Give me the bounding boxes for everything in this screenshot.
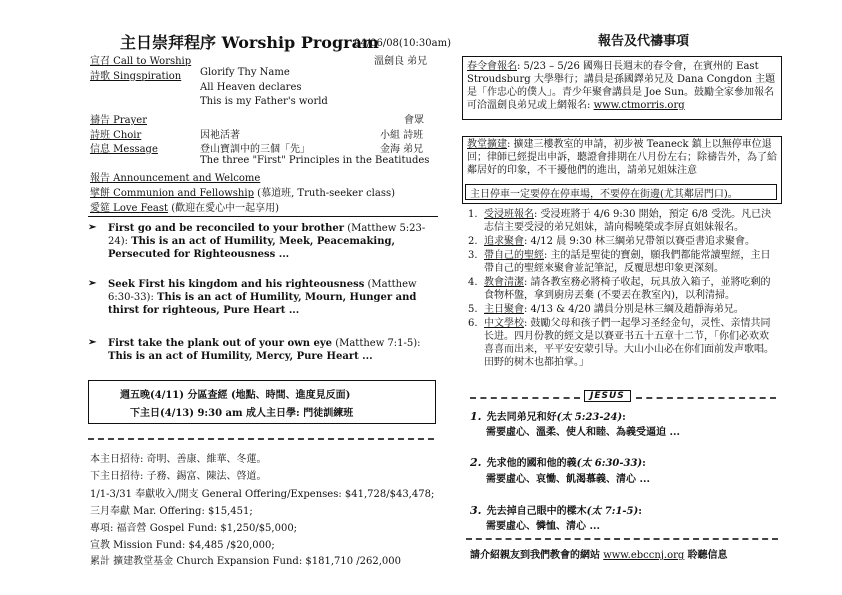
first-2-head: 先求他的國和他的義 bbox=[486, 458, 577, 469]
singspiration-label: 詩歌 Singspiration bbox=[90, 71, 182, 82]
item-label: 帶自己的聖經 bbox=[484, 250, 544, 261]
first-3-sub: 需要虛心、憐恤、清心 ... bbox=[486, 521, 600, 532]
fellowship-note: (慕道班, Truth-seeker class) bbox=[257, 188, 395, 199]
first-1-head: 先去同弟兄和好 bbox=[486, 412, 557, 423]
prayer-label: 禱告 Prayer bbox=[90, 115, 147, 126]
list-item bbox=[468, 317, 778, 369]
item-number: 5. bbox=[468, 304, 478, 315]
building-body: : 擴建三樓教室的申請，初步被 Teaneck 鎮上以無停車位退回；律師已經提出申訴，聽證會排期在八月份左右；除禱告外，為了給鄰居好的印象，不干擾他們的進出，請弟兄姐妹注意 bbox=[467, 139, 777, 176]
arrow-icon: ➢ bbox=[88, 222, 97, 233]
point-3-head: First take the plank out of your own eye bbox=[108, 338, 333, 349]
message-title: 登山寶訓中的三個「先」 bbox=[200, 144, 310, 155]
finance-line-5: 累計 擴建教堂基金 Church Expansion Fund: $181,710 /262,000 bbox=[90, 556, 401, 567]
item-label: 中文學校 bbox=[484, 318, 524, 329]
spring-retreat-text bbox=[467, 60, 777, 112]
arrow-icon: ➢ bbox=[88, 337, 97, 348]
parking-note: 主日停車一定要停在停車場，不要停在街邊(尤其鄰居門口)。 bbox=[470, 189, 738, 200]
point-2-text: This is an act of Humility, Mourn, Hunger and thirst for righteous, Pure Heart ... bbox=[108, 292, 417, 316]
item-text: : 4/12 晨 9:30 林三綱弟兄帶領以賽亞書追求聚會。 bbox=[524, 236, 755, 247]
spring-retreat-link[interactable]: www.ctmorris.org bbox=[593, 100, 685, 111]
lovefeast-label: 愛筵 Love Feast bbox=[90, 203, 169, 214]
jesus-line-left bbox=[470, 397, 580, 399]
item-label: 主日聚會 bbox=[484, 304, 524, 315]
point-2-head: Seek First his kingdom and his righteousness bbox=[108, 279, 365, 290]
footer bbox=[470, 546, 728, 561]
announcements-title: 報告及代禱事項 bbox=[598, 34, 690, 49]
point-3-ref: (Matthew 7:1-5): bbox=[335, 338, 421, 349]
footer-dashed-divider bbox=[466, 538, 778, 540]
item-text: : 請各教室務必將椅子收起，玩具放入箱子，並將吃剩的食物杯盤，拿到廚房丟棄 (不要丟在教室內)，以利清掃。 bbox=[484, 277, 771, 301]
list-item bbox=[468, 208, 778, 234]
first-3-ref: (太 7:1-5) bbox=[586, 506, 639, 517]
item-number: 4. bbox=[468, 277, 478, 288]
lovefeast-line bbox=[90, 199, 279, 214]
item-number: 3. bbox=[468, 250, 478, 261]
fellowship-line bbox=[90, 184, 395, 199]
point-2-ref: (Matthew 6:30-33): bbox=[108, 279, 417, 303]
first-1-ref: (太 5:23-24) bbox=[556, 412, 623, 423]
message-label: 信息 Message bbox=[90, 144, 158, 155]
message-title-en: The three "First" Principles in the Beatitudes bbox=[200, 155, 430, 166]
list-item bbox=[468, 303, 778, 316]
website-link[interactable]: www.ebccnj.org bbox=[603, 550, 685, 561]
program-title: 主日崇拜程序 Worship Program bbox=[120, 33, 379, 52]
announcement-label: 報告 Announcement and Welcome bbox=[90, 173, 261, 184]
item-label: 追求聚會 bbox=[484, 236, 524, 247]
choir-label: 詩班 Choir bbox=[90, 130, 142, 141]
program-date: 04/06/08(10:30am) bbox=[354, 38, 451, 49]
list-item bbox=[468, 276, 778, 302]
first-1-number: 1. bbox=[470, 410, 482, 423]
first-2: 2. 先求他的國和他的義(太 6:30-33): bbox=[470, 456, 646, 469]
dashed-divider bbox=[88, 438, 434, 440]
call-to-worship-person: 溫劍良 弟兄 bbox=[374, 56, 428, 67]
finance-line-3: 專項: 福音營 Gospel Fund: $1,250/$5,000; bbox=[90, 523, 298, 534]
spring-retreat-label: 春令會報名 bbox=[467, 61, 517, 72]
footer-tail: 聆聽信息 bbox=[687, 550, 728, 561]
point-2-body bbox=[108, 278, 428, 317]
schedule-line-2: 下主日(4/13) 9:30 am 成人主日學: 門徒訓練班 bbox=[130, 408, 354, 419]
items-list bbox=[468, 208, 778, 369]
finance-line-1: 1/1-3/31 奉獻收入/開支 General Offering/Expenses: $41,728/$43,478; bbox=[90, 489, 435, 500]
program-divider bbox=[88, 216, 438, 217]
item-text: : 主的話是聖徒的寶劍，願我們都能常讀聖經，主日帶自己的聖經來聚會並記筆記，反覆思想印象更深刻。 bbox=[484, 250, 771, 274]
list-item bbox=[468, 249, 778, 275]
item-number: 6. bbox=[468, 318, 478, 329]
schedule-line-1: 週五晚(4/11) 分區查經 (地點、時間、進度見反面) bbox=[120, 390, 351, 401]
spring-retreat-body: : 5/23 – 5/26 國殤日長週末的春令會，在賓州的 East Stroudsburg 大學舉行；講員是孫國鐸弟兄及 Dana Congdon 主題是「作忠心的僕人」。青少年聚會講員是 Joe Sun。鼓勵全家參加報名可洽溫劍良弟兄或上網報名: bbox=[467, 61, 776, 111]
footer-text: 請介紹親友到我們教會的網站 bbox=[470, 550, 600, 561]
lovefeast-note: (歡迎在愛心中一起享用) bbox=[171, 203, 280, 214]
prayer-person: 會眾 bbox=[404, 115, 424, 126]
greeters-this-week: 本主日招待: 奇明、善康、維華、冬蓮。 bbox=[90, 454, 267, 465]
point-1-body bbox=[108, 222, 428, 261]
first-2-sub: 需要虛心、哀慟、飢渴慕義、清心 ... bbox=[486, 474, 650, 485]
choir-song: 因祂活著 bbox=[200, 130, 240, 141]
item-number: 1. bbox=[468, 209, 478, 220]
song-1: Glorify Thy Name bbox=[200, 67, 290, 78]
jesus-banner: JESUS bbox=[584, 390, 631, 402]
point-1-ref: (Matthew 5:23-24): bbox=[108, 223, 426, 247]
finance-line-2: 三月奉獻 Mar. Offering: $15,451; bbox=[90, 506, 253, 517]
point-1-head: First go and be reconciled to your brother bbox=[108, 223, 345, 234]
finance-line-4: 宣教 Mission Fund: $4,485 /$20,000; bbox=[90, 540, 275, 551]
first-3-head: 先去掉自己眼中的樑木 bbox=[486, 506, 587, 517]
first-3: 3. 先去掉自己眼中的樑木(太 7:1-5): bbox=[470, 504, 642, 517]
choir-person: 小組 詩班 bbox=[380, 130, 424, 141]
call-to-worship-label: 宣召 Call to Worship bbox=[90, 56, 192, 67]
song-3: This is my Father's world bbox=[200, 96, 328, 107]
message-person: 金海 弟兄 bbox=[380, 144, 424, 155]
point-3-text: This is an act of Humility, Mercy, Pure Heart ... bbox=[108, 351, 373, 362]
jesus-line-right bbox=[636, 397, 776, 399]
greeters-next-week: 下主日招待: 子務、錫富、陳法、啓道。 bbox=[90, 471, 267, 482]
first-2-ref: (太 6:30-33) bbox=[576, 458, 643, 469]
point-1-text: This is an act of Humility, Meek, Peacemaking, Persecuted for Righteousness ... bbox=[108, 236, 395, 260]
song-2: All Heaven declares bbox=[200, 82, 302, 93]
first-3-number: 3. bbox=[470, 504, 482, 517]
item-label: 教會清潔 bbox=[484, 277, 524, 288]
point-3-body bbox=[108, 337, 428, 363]
first-2-number: 2. bbox=[470, 456, 482, 469]
building-text bbox=[467, 138, 779, 177]
building-label: 教堂擴建 bbox=[467, 139, 507, 150]
first-1: 1. 先去同弟兄和好(太 5:23-24): bbox=[470, 410, 626, 423]
item-number: 2. bbox=[468, 236, 478, 247]
item-label: 受浸班報名 bbox=[484, 209, 534, 220]
item-text: : 鼓勵父母和孩子們一起學习圣经金句，灵性、亲情共同长进。四月份教的經文是以賽亚书五十五章十二节，「你们必欢欢喜喜而出来，平平安安蒙引导。大山小山必在你们面前发声歌唱。田野的树木也都拍掌。」 bbox=[484, 318, 774, 368]
item-text: : 4/13 & 4/20 講員分別是林三綱及趙靜海弟兄。 bbox=[524, 304, 744, 315]
fellowship-label: 擘餅 Communion and Fellowship bbox=[90, 188, 254, 199]
first-1-sub: 需要虛心、溫柔、使人和睦、為義受逼迫 ... bbox=[486, 427, 680, 438]
arrow-icon: ➢ bbox=[88, 278, 97, 289]
list-item bbox=[468, 235, 778, 248]
item-text: : 受浸班將于 4/6 9:30 開始，預定 6/8 受洗。凡已決志信主要受浸的弟兄姐妹，請向楊曉榮或李屏貞姐妹報名。 bbox=[484, 209, 772, 233]
